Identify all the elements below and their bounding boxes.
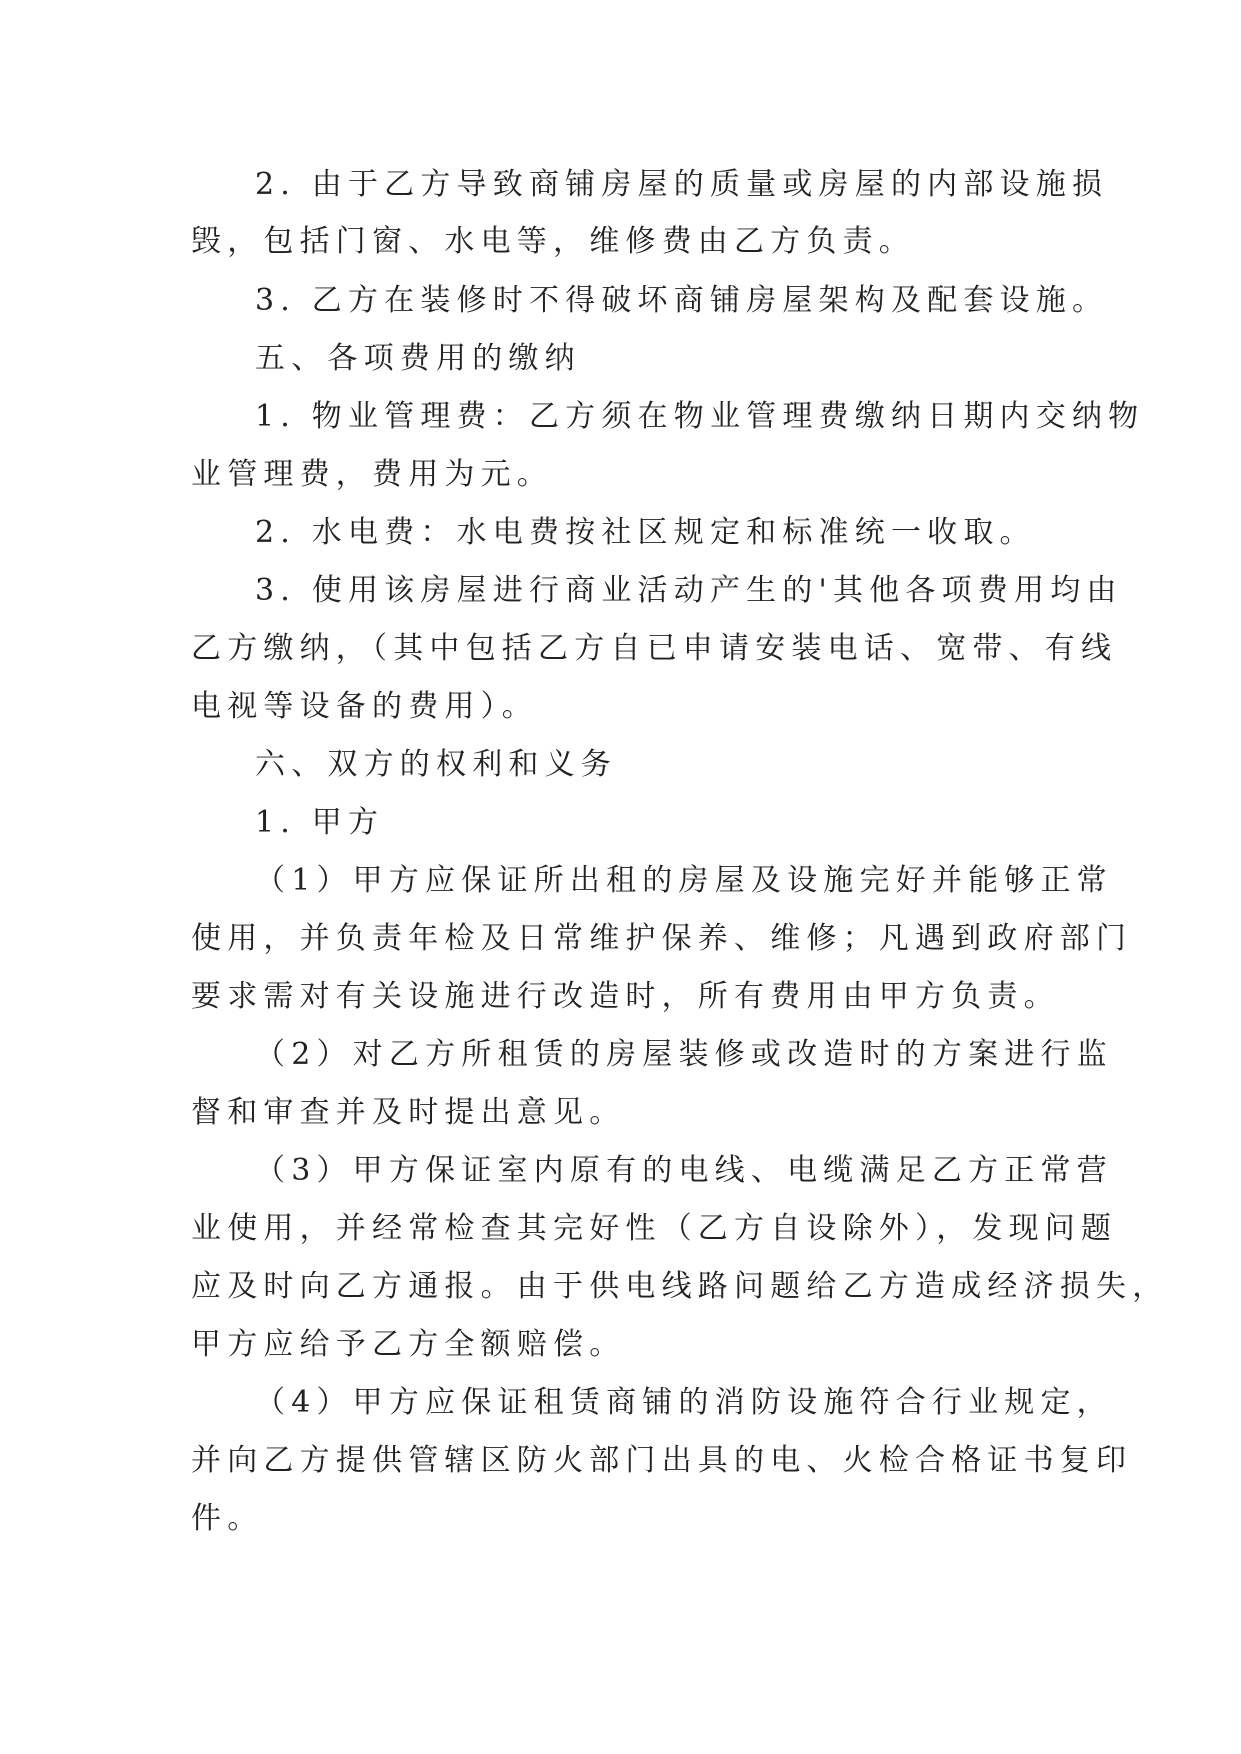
paragraph-line: 使用，并负责年检及日常维护保养、维修；凡遇到政府部门: [191, 921, 1133, 956]
paragraph-line: 并向乙方提供管辖区防火部门出具的电、火检合格证书复印: [191, 1443, 1133, 1478]
paragraph-line: 应及时向乙方通报。由于供电线路问题给乙方造成经济损失，: [191, 1269, 1169, 1304]
subsection-heading: 1. 甲方: [255, 805, 385, 840]
paragraph-line: （4）甲方应保证租赁商铺的消防设施符合行业规定，: [255, 1385, 1113, 1420]
paragraph-line: 甲方应给予乙方全额赔偿。: [191, 1327, 626, 1362]
paragraph-line: （3）甲方保证室内原有的电线、电缆满足乙方正常营: [255, 1153, 1113, 1188]
paragraph-line: 电视等设备的费用）。: [191, 689, 538, 724]
paragraph-line: 业管理费，费用为元。: [191, 457, 553, 492]
paragraph-line: 要求需对有关设施进行改造时，所有费用由甲方负责。: [191, 979, 1060, 1014]
paragraph-line: 2. 水电费：水电费按社区规定和标准统一收取。: [255, 515, 1036, 550]
section-heading: 六、双方的权利和义务: [255, 747, 617, 782]
paragraph-line: 3. 乙方在装修时不得破坏商铺房屋架构及配套设施。: [255, 283, 1109, 318]
paragraph-line: 2. 由于乙方导致商铺房屋的质量或房屋的内部设施损: [255, 167, 1109, 202]
paragraph-line: （2）对乙方所租赁的房屋装修或改造时的方案进行监: [255, 1037, 1113, 1072]
paragraph-line: 乙方缴纳，（其中包括乙方自已申请安装电话、宽带、有线: [191, 631, 1118, 666]
section-heading: 五、各项费用的缴纳: [255, 341, 581, 376]
paragraph-line: 督和审查并及时提出意见。: [191, 1095, 626, 1130]
paragraph-line: 1. 物业管理费：乙方须在物业管理费缴纳日期内交纳物: [255, 399, 1145, 434]
paragraph-line: （1）甲方应保证所出租的房屋及设施完好并能够正常: [255, 863, 1113, 898]
paragraph-line: 毁，包括门窗、水电等，维修费由乙方负责。: [191, 224, 915, 259]
paragraph-line: 3. 使用该房屋进行商业活动产生的'其他各项费用均由: [255, 573, 1123, 608]
paragraph-line: 件。: [191, 1501, 264, 1536]
paragraph-line: 业使用，并经常检查其完好性（乙方自设除外），发现问题: [191, 1211, 1118, 1246]
